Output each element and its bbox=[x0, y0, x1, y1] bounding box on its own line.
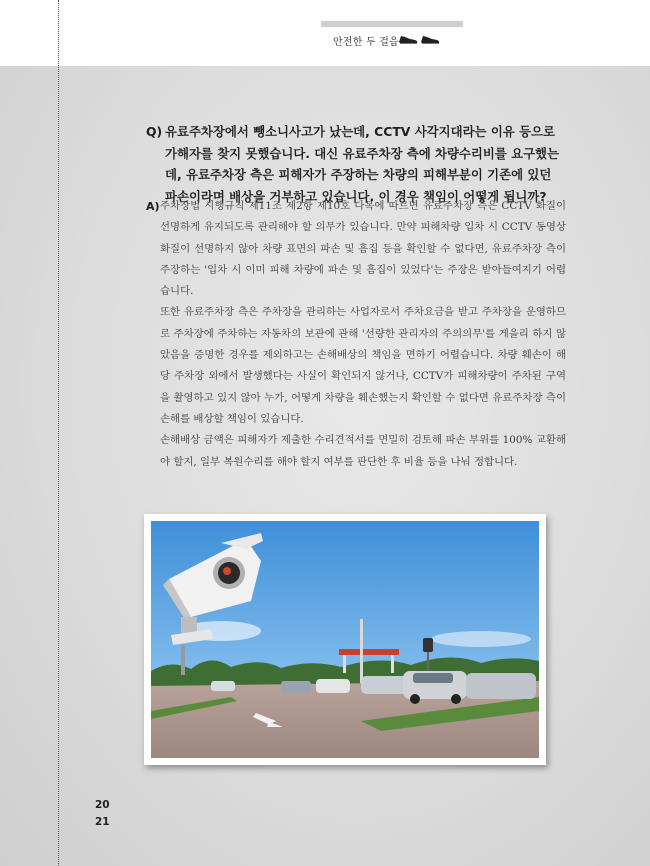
sneakers-icon bbox=[398, 33, 442, 45]
photo-frame bbox=[144, 514, 546, 765]
answer-block bbox=[146, 196, 566, 473]
answer-marker: A) bbox=[146, 200, 160, 213]
page-number-left: 20 bbox=[95, 799, 110, 811]
header-bar bbox=[321, 21, 463, 27]
answer-paragraph-3: 손해배상 금액은 피해자가 제출한 수리견적서를 면밀히 검토해 파손 부위를 100% 교환해야 할지, 일부 복원수리를 해야 할지 여부를 판단한 후 비율 등을 나눠 정합니다. bbox=[160, 434, 566, 468]
section-title: 안전한 두 걸음 bbox=[333, 37, 399, 48]
question-text: 유료주차장에서 뺑소니사고가 났는데, CCTV 사각지대라는 이유 등으로 가해자를 찾지 못했습니다. 대신 유료주차장 측에 차량수리비를 요구했는데, 유료주차장 측은 피해자가 주장하는 차량의 피해부분이 기존에 있던 파손이라며 배상을 거부하고 있습니다. 이 경우 책임이 어떻게 됩니까? bbox=[165, 124, 559, 204]
page-number-right: 21 bbox=[95, 816, 110, 828]
question-block bbox=[146, 121, 566, 207]
cctv-parking-lot-photo bbox=[151, 521, 539, 758]
answer-paragraph-2: 또한 유료주차장 측은 주차장을 관리하는 사업자로서 주차요금을 받고 주차장을 운영하므로 주차장에 주차하는 자동차의 보관에 관해 '선량한 관리자의 주의의무'를 게을리 하지 않았음을 증명한 경우를 제외하고는 손해배상의 책임을 면하기 어렵습니다. 차량 훼손이 해당 주차장 외에서 발생했다는 사실이 확인되지 않거나, CCTV가 피해차량이 주차된 구역을 촬영하고 있지 않아 누가, 어떻게 차량을 훼손했는지 확인할 수 없다면 유료주차장 측이 손해를 배상할 책임이 있습니다. bbox=[160, 306, 566, 425]
binding-dotted-rule bbox=[58, 0, 59, 866]
question-marker: Q) bbox=[146, 124, 163, 139]
answer-paragraph-1: 주차장법 시행규칙 제11조 제2항 제10호 다목에 따르면 유료주차장 측은 CCTV 화질이 선명하게 유지되도록 관리해야 할 의무가 있습니다. 만약 피해차량 입차 시 CCTV 동영상 화질이 선명하지 않아 차량 표면의 파손 및 흠집 등을 확인할 수 없다면, 유료주차장 측이 주장하는 '입차 시 이미 피해 차량에 파손 및 흠집이 있었다'는 주장은 받아들여지기 어렵습니다. bbox=[160, 200, 566, 298]
